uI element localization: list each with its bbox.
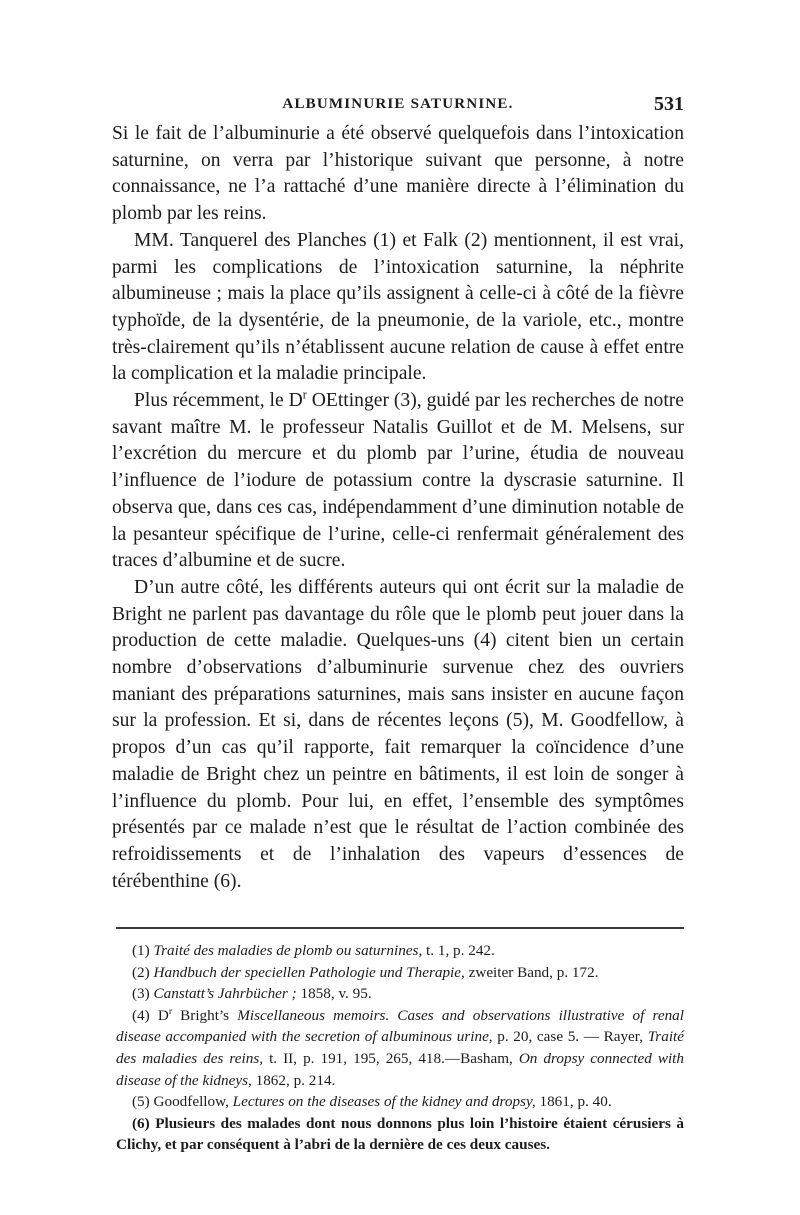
doctor-abbrev-sup: r [302,387,307,402]
footnote-4-mid-2: t. II, p. 191, 195, 265, 418.—Basham, [263,1049,519,1067]
footnote-3-mark: (3) [132,985,150,1003]
paragraph-3 [112,388,684,575]
footnote-4-title-2: Traité des maladies des reins, [116,1028,684,1067]
paragraph-4: D’un autre côté, les différents auteurs qui ont écrit sur la maladie de Bright ne parlent pas davantage du rôle que le plomb peut jouer dans la production de cette maladie. Quelques-uns (4) citent bien un certain nombre d’observations d’albuminurie survenue chez des ouvriers maniant des préparations saturnines, mais sans insister en aucune façon sur la profession. Et si, dans de récentes leçons (5), M. Goodfellow, à propos d’un cas qu’il rapporte, fait remarquer la coïncidence d’une maladie de Bright chez un peintre en bâtiments, il est loin de songer à l’influence du plomb. Pour lui, en effet, l’ensemble des symptômes présentés par ce malade n’est que le résultat de l’action combinée des refroidissements et de l’inhalation des vapeurs d’essences de térébenthine (6). [112,576,684,892]
footnote-1 [116,940,684,962]
footnote-4-title-1: Miscellaneous memoirs. Cases and observations illustrative of renal disease accompanied with the secretion of albuminous urine, [116,1006,684,1046]
paragraph-3-rest: OEttinger (3), guidé par les recherches de notre savant maître M. le professeur Natalis Guillot et de M. Melsens, sur l’excrétion du mercure et du plomb par l’urine, étudia de nouveau l’influence de l’iodure de potassium contre la dyscrasie saturnine. Il observa que, dans ces cas, indépendamment d’une diminution notable de la pesanteur spécifique de l’urine, celle-ci renfermait généralement des traces d’albumine et de sucre. [112,390,684,572]
footnote-4-lead: Bright’s [171,1006,238,1024]
footnote-6: (6) Plusieurs des malades dont nous donnons plus loin l’histoire étaient cérusiers à Clichy, et par conséquent à l’abri de la dernière de ces deux causes. [116,1114,684,1154]
footnote-4-mark: (4) D [132,1006,169,1024]
footnote-1-rest: t. 1, p. 242. [422,942,495,959]
body-text [112,121,684,895]
footnote-separator [116,927,684,929]
footnote-2 [116,962,684,984]
footnote-2-rest: zweiter Band, p. 172. [464,963,599,981]
footnote-4-mid-1: p. 20, case 5. — Rayer, [492,1028,648,1046]
footnotes [116,940,684,1156]
footnote-5-rest: 1861, p. 40. [535,1093,612,1111]
paragraph-3-start: Plus récemment, le D [134,390,303,412]
footnote-2-title: Handbuch der speciellen Pathologie und Therapie, [153,963,465,981]
footnote-1-mark: (1) [132,942,150,959]
footnote-5-mark: (5) [132,1093,150,1111]
footnote-1-title: Traité des maladies de plomb ou saturnines, [153,942,423,959]
paragraph-2: MM. Tanquerel des Planches (1) et Falk (2) mentionnent, il est vrai, parmi les complications de l’intoxication saturnine, la néphrite albumineuse ; mais la place qu’ils assignent à celle-ci à côté de la fièvre typhoïde, de la dysentérie, de la pneumonie, de la variole, etc., montre très-clairement qu’ils n’établissent aucune relation de cause à effet entre la complication et la maladie principale. [112,229,684,385]
footnote-4-title-3: On dropsy connected with disease of the kidneys, [116,1049,684,1089]
footnote-3-rest: 1858, v. 95. [296,985,372,1003]
footnote-3-title: Canstatt’s Jahrbücher ; [153,985,297,1003]
paragraph-1: Si le fait de l’albuminurie a été observé quelquefois dans l’intoxication saturnine, on verra par l’historique suivant que personne, à notre connaissance, ne l’a rattaché d’une manière directe à l’élimination du plomb par les reins. [112,123,684,225]
footnote-5-lead: Goodfellow, [149,1093,233,1111]
footnote-2-mark: (2) [132,963,150,981]
page-number: 531 [654,93,684,115]
footnote-5 [116,1091,684,1113]
footnote-4-end: 1862, p. 214. [251,1071,336,1089]
page-header [112,92,684,120]
footnote-3 [116,983,684,1005]
running-title: ALBUMINURIE SATURNINE. [282,96,514,112]
footnote-4-sup: r [168,1006,172,1017]
footnote-4 [116,1005,684,1091]
footnote-5-title: Lectures on the diseases of the kidney and dropsy, [232,1093,536,1111]
